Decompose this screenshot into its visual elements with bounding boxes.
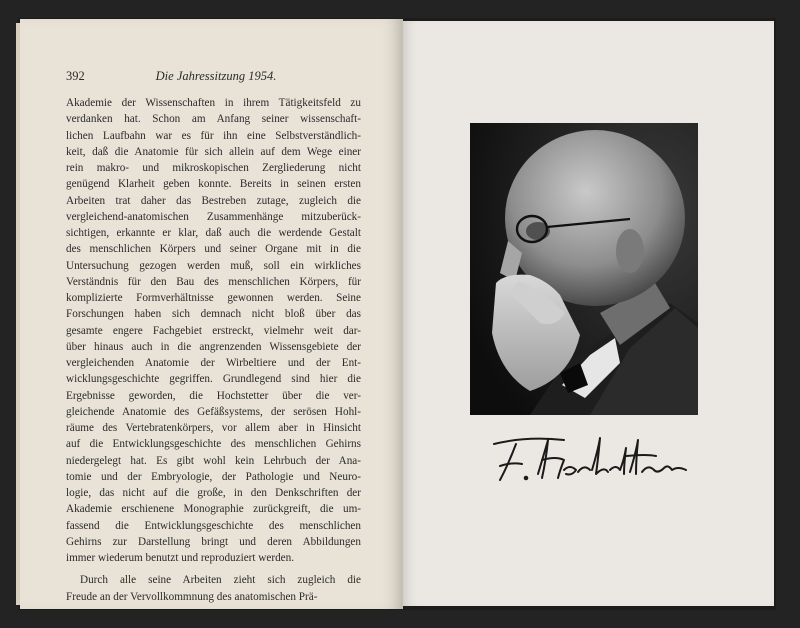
text-line: Gehirns zur Darstellung bringt und deren Abbildungen — [66, 535, 361, 548]
text-line: Akademie erschienene Monographie zurückgreift, die um- — [66, 503, 361, 516]
text-line: vergleichenden Anatomie der Wirbeltiere und der Ent- — [66, 357, 361, 369]
text-line: immer wiederum benutzt und reproduziert werden. — [66, 552, 295, 564]
text-line: verdanken hat. Schon am Anfang seiner wissenschaft- — [66, 113, 361, 126]
text-line: wicklungsgeschichte gegriffen. Grundlegend sind hier die — [66, 373, 361, 386]
text-line: Verständnis für den Bau des menschlichen Körpers, für — [66, 275, 361, 288]
text-line: logie, das nicht auf die große, in den Denkschriften der — [66, 487, 361, 499]
text-line: genügend Klarheit geben konnte. Bereits in seinen ersten — [66, 178, 361, 191]
text-line: gleichende Anatomie des Gefäßsystems, der serösen Hohl- — [66, 405, 361, 418]
text-line: vergleichend-anatomischen Zusammenhänge mitzuberück- — [66, 210, 361, 223]
body-text — [66, 95, 361, 605]
running-title: Die Jahressitzung 1954. — [155, 69, 277, 83]
text-line: komplizierte Formverhältnisse gewonnen werden. Seine — [66, 292, 361, 304]
text-line: lichen Laufbahn war es für ihn eine Selbstverständlich- — [66, 129, 361, 142]
text-line: fassend die Entwicklungsgeschichte des menschlichen — [66, 519, 361, 532]
text-line: niedergelegt hat. Es gibt wohl kein Lehrbuch der Ana- — [66, 454, 361, 467]
text-line: auf die Entwicklungsgeschichte des menschlichen Gehirns — [66, 438, 361, 451]
text-line: Freude an der Vervollkommnung des anatomischen Prä- — [66, 590, 318, 603]
text-line: Akademie der Wissenschaften in ihrem Tätigkeitsfeld zu — [66, 97, 361, 109]
text-line: Durch alle seine Arbeiten zieht sich zugleich die — [80, 574, 361, 587]
text-line: Forschungen haben sich demnach nicht bloß über das — [66, 308, 361, 321]
text-line: Arbeiten trat daher das Bestreben zutage, zugleich die — [66, 194, 361, 207]
text-line: über hinaus auch in die angrenzenden Wissensgebiete der — [66, 340, 361, 353]
text-line: Untersuchung gezogen werden muß, soll ein wirkliches — [66, 259, 361, 272]
text-line: keit, daß die Anatomie für sich allein auf dem Wege einer — [66, 145, 361, 158]
text-line: rein makro- und mikroskopischen Zergliederung nicht — [66, 162, 361, 174]
text-line: Ergebnisse geworden, die Hochstetter über die ver- — [66, 389, 361, 402]
text-line: tomie und der Embryologie, der Pathologie und Neuro- — [66, 470, 361, 483]
portrait-photo — [470, 123, 698, 415]
running-head — [66, 69, 366, 85]
portrait-illustration — [470, 123, 698, 415]
page-number: 392 — [66, 69, 85, 83]
text-line: sichtigen, erkannte er klar, daß auch die werdende Gestalt — [66, 227, 361, 239]
signature-drawing — [486, 430, 696, 490]
text-line: des menschlichen Körpers und seiner Organe mit in die — [66, 243, 361, 256]
signature — [486, 430, 696, 490]
text-line: gesamte engere Fachgebiet erstreckt, vielmehr weit dar- — [66, 324, 361, 337]
text-line: räume des Vertebratenkörpers, vor allem aber in Hinsicht — [66, 422, 361, 434]
